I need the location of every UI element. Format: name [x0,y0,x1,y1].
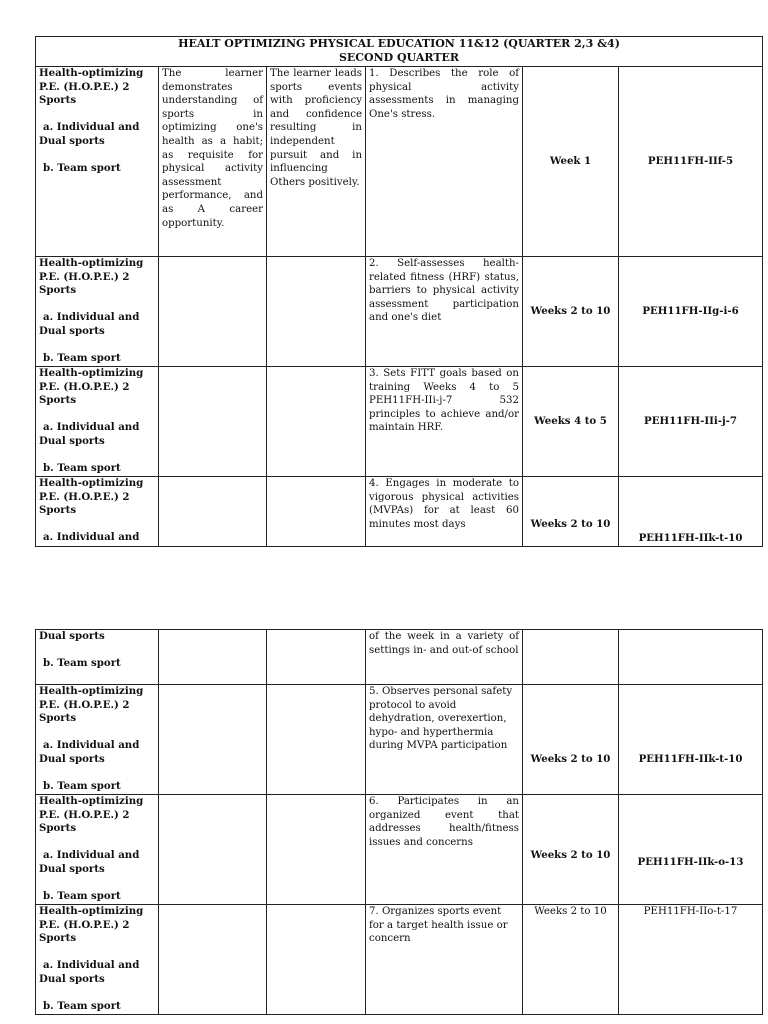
subject-item-b: b. Team sport [43,1000,121,1013]
subject-text: P.E. (H.O.P.E.) 2 [39,808,130,821]
subject-item-b: b. Team sport [43,462,121,475]
subject-text: Health-optimizing [39,477,144,489]
curriculum-table-part-2 [35,629,763,1015]
subject-cell [36,685,159,795]
subject-text: Health-optimizing [39,67,144,79]
subject-item-a: Dual sports [39,972,105,985]
learning-competency: 6. Participates in an organized event that addresses health/fitness issues and concerns [366,795,523,905]
performance-standard: The learner leads sports events with proficiency and confidence resulting in independent pursuit and in influencing Others positively. [267,67,366,257]
subject-cell [36,630,159,685]
table-row [36,477,763,547]
code-cell: PEH11FH-IIk-o-13 [619,795,763,905]
code-cell: PEH11FH-IIo-t-17 [619,905,763,1015]
subject-item-a: a. Individual and [43,849,140,862]
subject-text: P.E. (H.O.P.E.) 2 [39,80,130,93]
subject-text: Health-optimizing [39,685,144,697]
subject-item-b: b. Team sport [43,780,121,793]
subject-text: Health-optimizing [39,795,144,807]
subject-text: Sports [39,932,77,945]
subject-item-a: a. Individual and [43,959,140,972]
subject-item-a: a. Individual and [43,531,140,544]
subject-text: Sports [39,394,77,407]
subject-text: Sports [39,504,77,517]
empty-cell [267,630,366,685]
week-cell: Weeks 2 to 10 [523,477,619,547]
code-cell: PEH11FH-IIg-i-6 [619,257,763,367]
empty-cell [159,905,267,1015]
subject-text: P.E. (H.O.P.E.) 2 [39,918,130,931]
subject-item-a: Dual sports [39,862,105,875]
subject-text: Health-optimizing [39,905,144,917]
table-row [36,685,763,795]
subject-item-a: Dual sports [39,434,105,447]
subject-text: Sports [39,94,77,107]
subject-cell [36,67,159,257]
subject-cell [36,257,159,367]
subject-text: P.E. (H.O.P.E.) 2 [39,698,130,711]
subject-item-a: Dual sports [39,324,105,337]
subject-item-b: b. Team sport [43,352,121,365]
quarter-title: SECOND QUARTER [338,51,460,64]
empty-cell [159,257,267,367]
subject-item-a: a. Individual and [43,121,140,134]
subject-text: P.E. (H.O.P.E.) 2 [39,380,130,393]
empty-cell [267,257,366,367]
empty-cell [619,630,763,685]
empty-cell [267,477,366,547]
empty-cell [267,685,366,795]
subject-item-a: Dual sports [39,630,105,642]
empty-cell [159,367,267,477]
subject-cell [36,795,159,905]
subject-text: Sports [39,712,77,725]
subject-text: Health-optimizing [39,257,144,269]
code-cell: PEH11FH-IIf-5 [619,67,763,257]
subject-item-a: a. Individual and [43,739,140,752]
code-cell: PEH11FH-IIk-t-10 [619,685,763,795]
subject-text: Health-optimizing [39,367,144,379]
learning-competency: 7. Organizes sports event for a target health issue or concern [366,905,523,1015]
learning-competency: 4. Engages in moderate to vigorous physical activities (MVPAs) for at least 60 minutes most days [366,477,523,547]
code-cell: PEH11FH-IIi-j-7 [619,367,763,477]
curriculum-table-part-1 [35,36,763,547]
subject-item-b: b. Team sport [43,162,121,175]
subject-text: P.E. (H.O.P.E.) 2 [39,270,130,283]
table-row [36,795,763,905]
week-cell: Weeks 4 to 5 [523,367,619,477]
table-row [36,905,763,1015]
code-cell: PEH11FH-IIk-t-10 [619,477,763,547]
subject-item-a: a. Individual and [43,421,140,434]
empty-cell [159,477,267,547]
document-title: HEALT OPTIMIZING PHYSICAL EDUCATION 11&12 (QUARTER 2,3 &4) [178,37,620,50]
subject-text: P.E. (H.O.P.E.) 2 [39,490,130,503]
learning-competency: 2. Self-assesses health-related fitness (HRF) status, barriers to physical activity assessment participation and one's diet [366,257,523,367]
week-cell: Week 1 [523,67,619,257]
table-row [36,67,763,257]
table-row [36,367,763,477]
subject-item-a: a. Individual and [43,311,140,324]
content-standard: The learner demonstrates understanding of sports in optimizing one's health as a habit; as requisite for physical activity assessment performance, and as A career opportunity. [159,67,267,257]
week-cell: Weeks 2 to 10 [523,685,619,795]
empty-cell [267,795,366,905]
empty-cell [267,905,366,1015]
table-row [36,630,763,685]
subject-text: Sports [39,284,77,297]
subject-item-a: Dual sports [39,752,105,765]
table-row [36,257,763,367]
subject-cell [36,477,159,547]
subject-text: Sports [39,822,77,835]
learning-competency: 3. Sets FITT goals based on training Weeks 4 to 5 PEH11FH-IIi-j-7 532 principles to achieve and/or maintain HRF. [366,367,523,477]
empty-cell [267,367,366,477]
learning-competency: of the week in a variety of settings in- and out-of school [366,630,523,685]
empty-cell [523,630,619,685]
empty-cell [159,795,267,905]
subject-item-b: b. Team sport [43,657,121,670]
empty-cell [159,685,267,795]
learning-competency: 5. Observes personal safety protocol to avoid dehydration, overexertion, hypo- and hyperthermia during MVPA participation [366,685,523,795]
subject-cell [36,905,159,1015]
table-header [36,37,763,67]
empty-cell [159,630,267,685]
week-cell: Weeks 2 to 10 [523,795,619,905]
subject-item-a: Dual sports [39,134,105,147]
learning-competency: 1. Describes the role of physical activity assessments in managing One's stress. [366,67,523,257]
week-cell: Weeks 2 to 10 [523,257,619,367]
subject-cell [36,367,159,477]
subject-item-b: b. Team sport [43,890,121,903]
week-cell: Weeks 2 to 10 [523,905,619,1015]
